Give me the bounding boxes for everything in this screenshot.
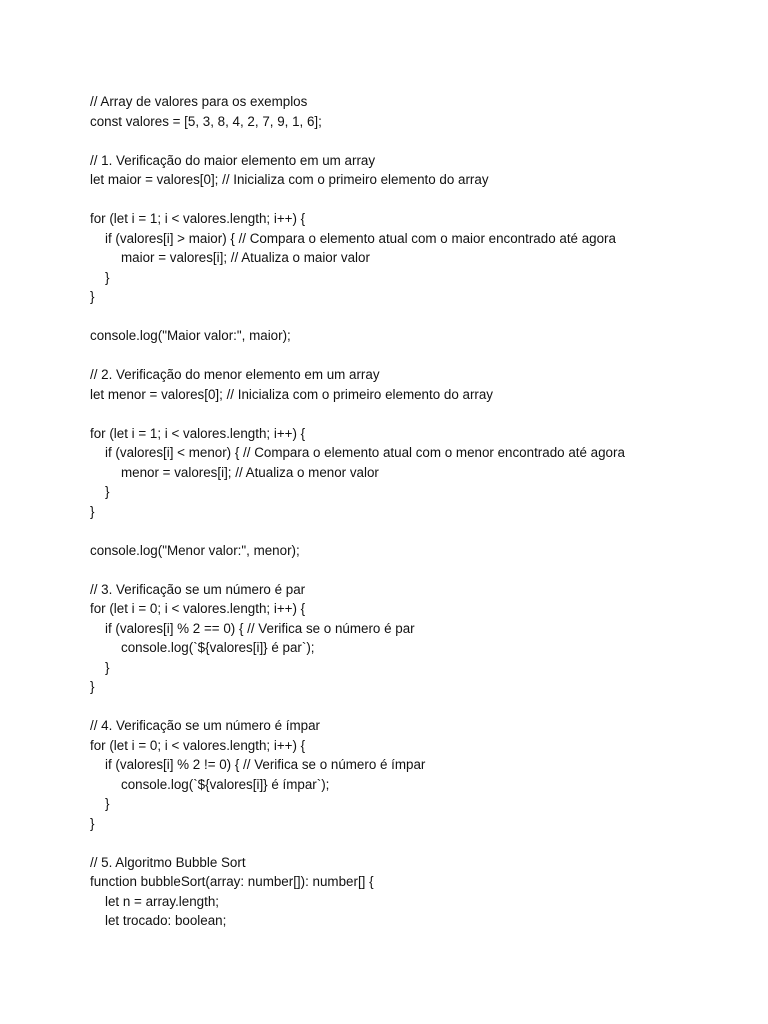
code-line: } <box>90 503 95 519</box>
code-line: } <box>105 796 110 811</box>
code-line: let trocado: boolean; <box>105 913 227 928</box>
code-line: // Array de valores para os exemplos <box>90 94 308 109</box>
code-line: } <box>90 815 95 831</box>
code-line: // 4. Verificação se um número é ímpar <box>90 718 320 733</box>
blank-line <box>90 560 750 580</box>
code-line: // 2. Verificação do menor elemento em um array <box>90 367 380 382</box>
code-line: maior = valores[i]; // Atualiza o maior valor <box>121 250 370 265</box>
blank-line <box>90 131 750 151</box>
code-line: function bubbleSort(array: number[]): number[] { <box>90 874 374 889</box>
code-line: // 5. Algoritmo Bubble Sort <box>90 854 246 870</box>
code-line: // 1. Verificação do maior elemento em um array <box>90 152 376 168</box>
code-line: console.log(`${valores[i]} é ímpar`); <box>121 776 330 792</box>
code-line: const valores = [5, 3, 8, 4, 2, 7, 9, 1, 6]; <box>90 113 322 129</box>
code-line: if (valores[i] > maior) { // Compara o elemento atual com o maior encontrado até agora <box>105 230 616 246</box>
blank-line <box>90 190 750 210</box>
blank-line <box>90 833 750 853</box>
blank-line <box>90 697 750 717</box>
code-line: } <box>105 484 110 499</box>
code-line: console.log("Menor valor:", menor); <box>90 542 300 558</box>
code-line: } <box>105 269 110 285</box>
code-line: if (valores[i] % 2 == 0) { // Verifica se o número é par <box>105 620 415 636</box>
code-line: for (let i = 1; i < valores.length; i++) { <box>90 211 306 226</box>
blank-line <box>90 307 750 327</box>
code-line: for (let i = 0; i < valores.length; i++) { <box>90 601 306 616</box>
code-line: let menor = valores[0]; // Inicializa com o primeiro elemento do array <box>90 386 494 402</box>
code-line: console.log("Maior valor:", maior); <box>90 328 291 343</box>
blank-line <box>90 404 750 424</box>
code-line: console.log(`${valores[i]} é par`); <box>121 640 315 655</box>
code-line: if (valores[i] < menor) { // Compara o elemento atual com o menor encontrado até agora <box>105 445 625 460</box>
code-block <box>90 92 750 931</box>
code-line: let n = array.length; <box>105 893 220 909</box>
code-line: if (valores[i] % 2 != 0) { // Verifica se o número é ímpar <box>105 757 426 772</box>
code-line: let maior = valores[0]; // Inicializa com o primeiro elemento do array <box>90 172 489 187</box>
code-line: // 3. Verificação se um número é par <box>90 581 306 597</box>
code-line: menor = valores[i]; // Atualiza o menor valor <box>121 464 379 480</box>
code-line: for (let i = 0; i < valores.length; i++) { <box>90 737 306 753</box>
code-line: } <box>90 679 95 694</box>
code-line: } <box>90 289 95 304</box>
code-line: for (let i = 1; i < valores.length; i++) { <box>90 425 306 441</box>
code-line: } <box>105 659 110 675</box>
blank-line <box>90 346 750 366</box>
blank-line <box>90 521 750 541</box>
